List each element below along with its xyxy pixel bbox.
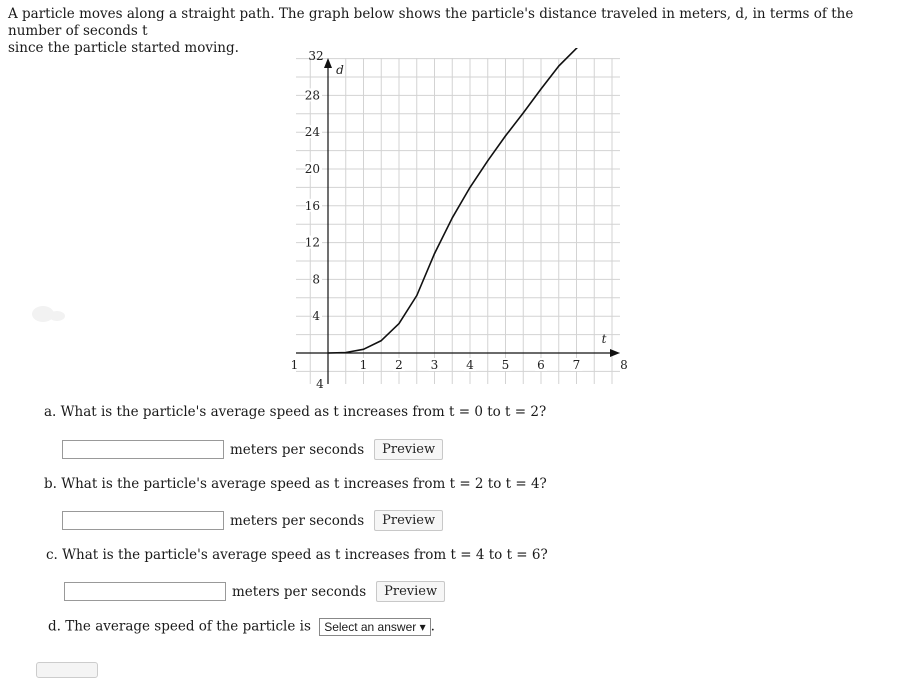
curve-point — [452, 217, 453, 218]
units-label-c: meters per seconds — [232, 583, 367, 600]
curve-point — [505, 135, 506, 136]
answer-row-b — [62, 510, 443, 531]
x-tick-label-neg: 1 — [290, 358, 299, 372]
y-tick-label: 4 — [312, 309, 320, 324]
units-label-b: meters per seconds — [230, 512, 365, 529]
answer-a-input[interactable] — [62, 440, 224, 459]
curve-point — [398, 323, 399, 324]
x-tick-label-cut: 8 — [620, 358, 628, 372]
curve-point — [416, 295, 417, 296]
question-c: c. What is the particle's average speed as t increases from t = 4 to t = 6? — [46, 547, 548, 563]
distance-curve — [328, 48, 580, 353]
answer-b-input[interactable] — [62, 511, 224, 530]
y-tick-label-bottom: 4 — [316, 377, 324, 391]
x-tick-label: 6 — [537, 358, 545, 372]
intro-line-2: since the particle started moving. — [8, 40, 239, 56]
curve-point — [363, 349, 364, 350]
x-tick-label: 7 — [572, 358, 581, 372]
preview-button-c[interactable]: Preview — [376, 581, 445, 602]
curve-point — [381, 340, 382, 341]
graph-svg — [282, 48, 632, 393]
y-tick-label-top: 32 — [308, 49, 324, 63]
y-tick-label: 24 — [304, 125, 320, 140]
x-axis-arrow — [610, 349, 620, 357]
submit-button[interactable] — [36, 662, 98, 678]
y-tick-label: 16 — [304, 198, 320, 213]
x-tick-label: 1 — [359, 358, 368, 372]
curve-point — [540, 88, 541, 89]
curve-point — [469, 187, 470, 188]
question-d: d. The average speed of the particle is — [48, 618, 311, 635]
preview-button-b[interactable]: Preview — [374, 510, 443, 531]
x-tick-label: 4 — [466, 358, 474, 372]
curve-point — [327, 352, 328, 353]
x-tick-label: 5 — [501, 358, 510, 372]
answer-d-select[interactable]: Select an answer ▾ — [319, 618, 430, 636]
answer-c-input[interactable] — [64, 582, 226, 601]
question-d-period: . — [430, 618, 435, 635]
curve-point — [345, 352, 346, 353]
preview-button-a[interactable]: Preview — [374, 439, 443, 460]
x-tick-label: 3 — [430, 358, 439, 372]
question-b: b. What is the particle's average speed as t increases from t = 2 to t = 4? — [44, 476, 547, 492]
curve-point — [523, 112, 524, 113]
distance-time-graph — [282, 48, 632, 393]
question-d-row — [48, 618, 435, 636]
answer-row-a — [62, 439, 443, 460]
y-tick-label: 12 — [304, 235, 320, 250]
decorative-blob — [32, 306, 54, 322]
units-label-a: meters per seconds — [230, 441, 365, 458]
x-axis-label: t — [601, 332, 607, 346]
curve-point — [434, 253, 435, 254]
curve-point — [487, 160, 488, 161]
y-axis-arrow — [324, 58, 332, 68]
y-axis-label: d — [336, 63, 344, 77]
curve-point — [558, 65, 559, 66]
y-tick-label: 8 — [312, 272, 320, 287]
x-tick-label: 2 — [395, 358, 403, 372]
question-a: a. What is the particle's average speed as t increases from t = 0 to t = 2? — [44, 404, 547, 420]
intro-line-1: A particle moves along a straight path. The graph below shows the particle's distance traveled in meters, d, in terms of the number of seconds t — [8, 6, 854, 39]
answer-row-c — [64, 581, 445, 602]
y-tick-label: 20 — [304, 162, 320, 176]
y-tick-label: 28 — [304, 88, 320, 103]
